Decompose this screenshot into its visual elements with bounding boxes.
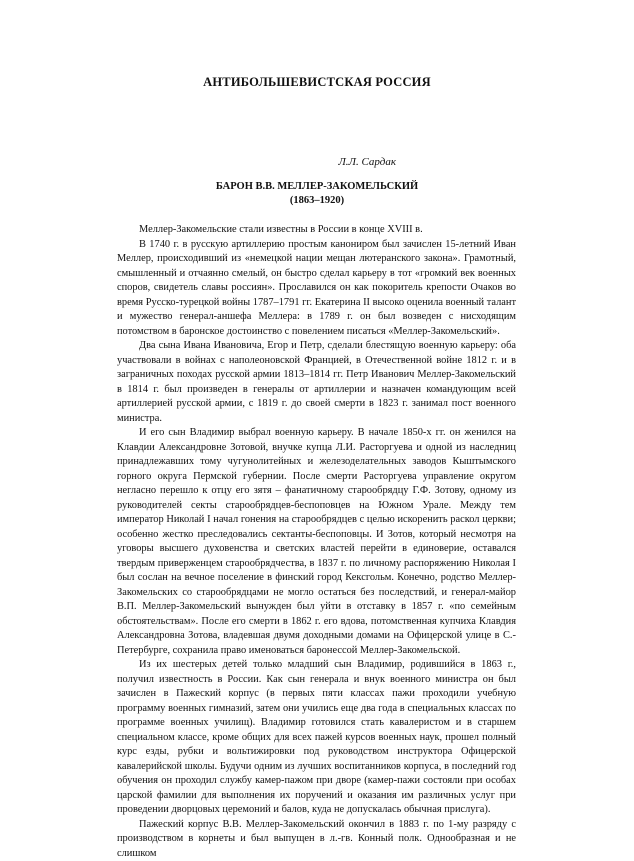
paragraph: Два сына Ивана Ивановича, Егор и Петр, сделали блестящую военную карьеру: оба участвовали в войнах с наполеоновской Францией, в Отечественной войне 1812 г. и в заграничных походах русской армии 1813–1814 гг. Петр Иванович Меллер-Закомельский в 1814 г. был произведен в генералы от артиллерии и назначен командующим всей артиллерией русской армии, с 1819 г. до своей смерти в 1823 г. занимал пост военного министра. (117, 339, 516, 426)
article-years: (1863–1920) (0, 194, 634, 208)
paragraph: Пажеский корпус В.В. Меллер-Закомельский окончил в 1883 г. по 1-му разряду с производством в корнеты и был выпущен в л.-гв. Конный полк. Однообразная и не слишком (117, 818, 516, 861)
article-title-block (0, 180, 634, 208)
author-name: Л.Л. Сардак (338, 156, 396, 168)
article-title: БАРОН В.В. МЕЛЛЕР-ЗАКОМЕЛЬСКИЙ (0, 180, 634, 194)
paragraph: В 1740 г. в русскую артиллерию простым канониром был зачислен 15-летний Иван Меллер, происходивший из «немецкой нации мещан лютеранского закона». Грамотный, смышленный и отчаянно смелый, он быстро сделал карьеру в тот «громкий век военных споров, свидетель славы россиян». Прославился он как покоритель крепости Очаков во время Русско-турецкой войны 1787–1791 гг. Екатерина II высоко оценила военный талант и мужество генерал-аншефа Меллера: в 1789 г. он был возведен с нисходящим потомством в баронское достоинство с повелением писаться «Меллер-Закомельский». (117, 238, 516, 340)
section-title: АНТИБОЛЬШЕВИСТСКАЯ РОССИЯ (0, 75, 634, 90)
paragraph: И его сын Владимир выбрал военную карьеру. В начале 1850-х гг. он женился на Клавдии Александровне Зотовой, внучке купца Л.И. Расторгуева и одной из наследниц принадлежавших тому чугунолитейных и железоделательных заводов Кыштымского горного округа Пермской губернии. После смерти Расторгуева управление округом негласно перешло к отцу его зятя – фанатичному старообрядцу Г.Ф. Зотову, одному из руководителей секты старообрядцев-беспоповцев на Южном Урале. Между тем император Николай I начал гонения на старообрядцев с целью искоренить раскол церкви; особенно жестко преследовались сектанты-беспоповцы. И Зотов, который несмотря на уговоры высшего духовенства и светских властей перейти в единоверие, оставался твердым приверженцем старообрядчества, в 1837 г. по личному распоряжению Николая I был сослан на вечное поселение в финский город Кексгольм. Конечно, родство Меллер-Закомельских со старообрядцами не могло остаться без последствий, и генерал-майор В.П. Меллер-Закомельский вынужден был уйти в отставку в 1857 г. «по семейным обстоятельствам». После его смерти в 1862 г. его вдова, потомственная купчиха Клавдия Александровна Зотова, владевшая двумя доходными домами на Офицерской улице в С.-Петербурге, сохранила право именоваться баронессой Меллер-Закомельской. (117, 426, 516, 658)
article-body (117, 223, 516, 861)
paragraph: Меллер-Закомельские стали известны в России в конце XVIII в. (117, 223, 516, 238)
paragraph: Из их шестерых детей только младший сын Владимир, родившийся в 1863 г., получил известность в России. Как сын генерала и внук военного министра он был зачислен в Пажеский корпус (в первых пяти классах пажи проходили учебную программу военных гимназий, затем они учились еще два года в специальных классах по программе военных училищ). Владимир готовился стать кавалеристом и в старшем специальном классе, кроме общих для всех пажей курсов военных наук, прошел полный курс езды, рубки и вольтижировки под руководством инструктора Офицерской кавалерийской школы. Будучи одним из лучших воспитанников корпуса, в последний год обучения он проходил службу камер-пажом при дворе (камер-пажи состояли при особах царской фамилии для выполнения их поручений и оказания им различных услуг при проведении дворцовых церемоний и балов, куда не допускалась обычная прислуга). (117, 658, 516, 818)
